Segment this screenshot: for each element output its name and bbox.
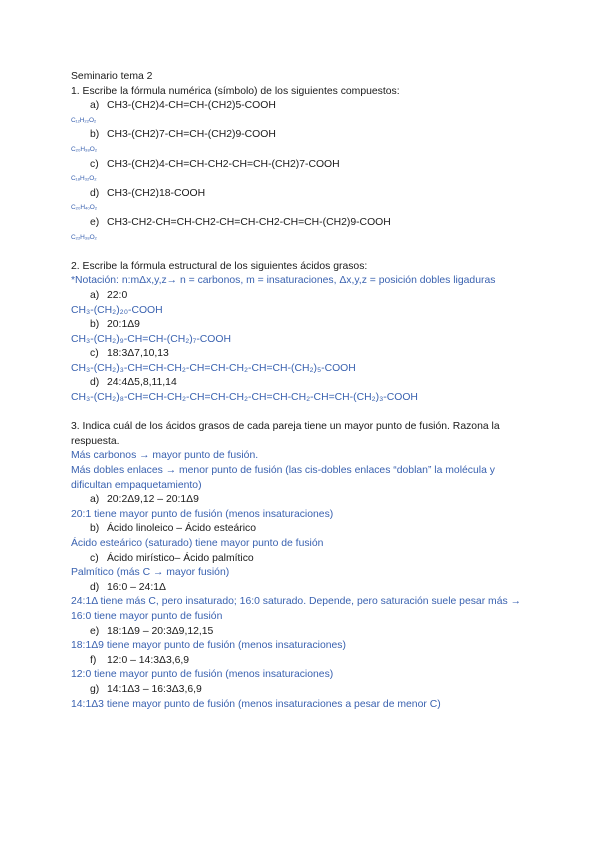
item-label: c) (90, 348, 99, 360)
item-label: c) (90, 552, 99, 564)
item-label: e) (90, 625, 100, 637)
q2-item-b (71, 318, 531, 333)
spacer (71, 245, 531, 260)
q3-item-g (71, 683, 531, 698)
item-label: a) (90, 100, 100, 112)
item-label: d) (90, 187, 100, 199)
q1-prompt: 1. Escribe la fórmula numérica (símbolo) de los siguientes compuestos: (71, 85, 400, 97)
item-text: 24:4Δ5,8,11,14 (107, 377, 177, 389)
item-text: 14:1Δ3 – 16:3Δ3,6,9 (107, 683, 202, 695)
item-text: CH3-CH2-CH=CH-CH2-CH=CH-CH2-CH=CH-(CH2)9-COOH (107, 216, 391, 228)
q2-answer-d: CH₃-(CH₂)₈-CH=CH-CH₂-CH=CH-CH₂-CH=CH-CH₂-CH=CH-(CH₂)₃-COOH (71, 392, 418, 404)
document-body (71, 70, 531, 712)
item-text: 18:1Δ9 – 20:3Δ9,12,15 (107, 625, 214, 637)
item-text: 20:1Δ9 (107, 319, 140, 331)
q3-answer-f: 12:0 tiene mayor punto de fusión (menos insaturaciones) (71, 669, 334, 681)
document-title: Seminario tema 2 (71, 71, 153, 82)
q3-item-a (71, 493, 531, 508)
item-text: 18:3Δ7,10,13 (107, 348, 169, 360)
q3-answer-c: Palmítico (más C → mayor fusión) (71, 567, 230, 579)
q3-prompt: 3. Indica cuál de los ácidos grasos de cada pareja tiene un mayor punto de fusión. Razona la respuesta. (71, 421, 500, 447)
q2-answer-b: CH₃-(CH₂)₉-CH=CH-(CH₂)₇-COOH (71, 333, 231, 345)
q1-item-e (71, 216, 531, 231)
item-label: g) (90, 683, 100, 695)
q2-answer-a: CH₃-(CH₂)₂₀-COOH (71, 304, 163, 316)
q3-item-f (71, 654, 531, 669)
q3-note-double-bonds: Más dobles enlaces → menor punto de fusión (las cis-dobles enlaces “doblan” la molécula y dificultan empaquetamiento) (71, 465, 495, 491)
item-label: d) (90, 377, 100, 389)
q2-notation: *Notación: n:mΔx,y,z→ n = carbonos, m = insaturaciones, Δx,y,z = posición dobles ligaduras (71, 275, 496, 287)
q3-answer-g: 14:1Δ3 tiene mayor punto de fusión (menos insaturaciones a pesar de menor C) (71, 698, 441, 710)
item-label: b) (90, 523, 100, 535)
item-text: 16:0 – 24:1Δ (107, 581, 166, 593)
item-label: c) (90, 158, 99, 170)
item-text: Ácido linoleico – Ácido esteárico (107, 523, 257, 535)
item-text: 20:2Δ9,12 – 20:1Δ9 (107, 494, 199, 506)
item-label: b) (90, 129, 100, 141)
q1-item-d (71, 187, 531, 202)
q3-answer-a: 20:1 tiene mayor punto de fusión (menos insaturaciones) (71, 508, 334, 520)
q3-item-c (71, 552, 531, 567)
q3-item-e (71, 625, 531, 640)
q3-answer-b: Ácido esteárico (saturado) tiene mayor punto de fusión (71, 538, 324, 549)
spacer (71, 406, 531, 421)
item-label: e) (90, 216, 100, 228)
q1-answer-d: C₂₀H₄₀O₂ (71, 204, 97, 212)
q2-item-d (71, 376, 531, 391)
item-text: Ácido mirístico– Ácido palmítico (107, 552, 254, 564)
item-label: f) (90, 654, 97, 666)
item-label: a) (90, 289, 100, 301)
item-text: CH3-(CH2)4-CH=CH-CH2-CH=CH-(CH2)7-COOH (107, 158, 340, 170)
item-text: CH3-(CH2)4-CH=CH-(CH2)5-COOH (107, 100, 276, 112)
item-label: d) (90, 581, 100, 593)
q1-answer-c: C₁₈H₃₂O₂ (71, 175, 97, 183)
q2-prompt: 2. Escribe la fórmula estructural de los siguientes ácidos grasos: (71, 260, 368, 272)
item-label: a) (90, 494, 100, 506)
q1-answer-e: C₂₂H₃₈O₂ (71, 233, 97, 241)
q2-answer-c: CH₃-(CH₂)₃-CH=CH-CH₂-CH=CH-CH₂-CH=CH-(CH₂)₅-COOH (71, 362, 356, 374)
item-label: b) (90, 319, 100, 331)
q1-item-a (71, 99, 531, 114)
q3-answer-e: 18:1Δ9 tiene mayor punto de fusión (menos insaturaciones) (71, 640, 346, 652)
q2-item-a (71, 289, 531, 304)
q1-answer-b: C₂₀H₃₈O₂ (71, 145, 97, 153)
item-text: 22:0 (107, 289, 128, 301)
q3-answer-d: 24:1Δ tiene más C, pero insaturado; 16:0 saturado. Depende, pero saturación suele pesar más → 16:0 tiene mayor punto de fusión (71, 596, 521, 622)
q3-item-b (71, 522, 531, 537)
item-text: CH3-(CH2)18-COOH (107, 187, 206, 199)
q1-item-b (71, 128, 531, 143)
item-text: 12:0 – 14:3Δ3,6,9 (107, 654, 190, 666)
q1-answer-a: C₁₂H₂₂O₂ (71, 116, 97, 124)
item-text: CH3-(CH2)7-CH=CH-(CH2)9-COOH (107, 129, 276, 141)
q3-item-d (71, 581, 531, 596)
q3-note-carbons: Más carbonos → mayor punto de fusión. (71, 450, 259, 462)
q2-item-c (71, 347, 531, 362)
q1-item-c (71, 158, 531, 173)
